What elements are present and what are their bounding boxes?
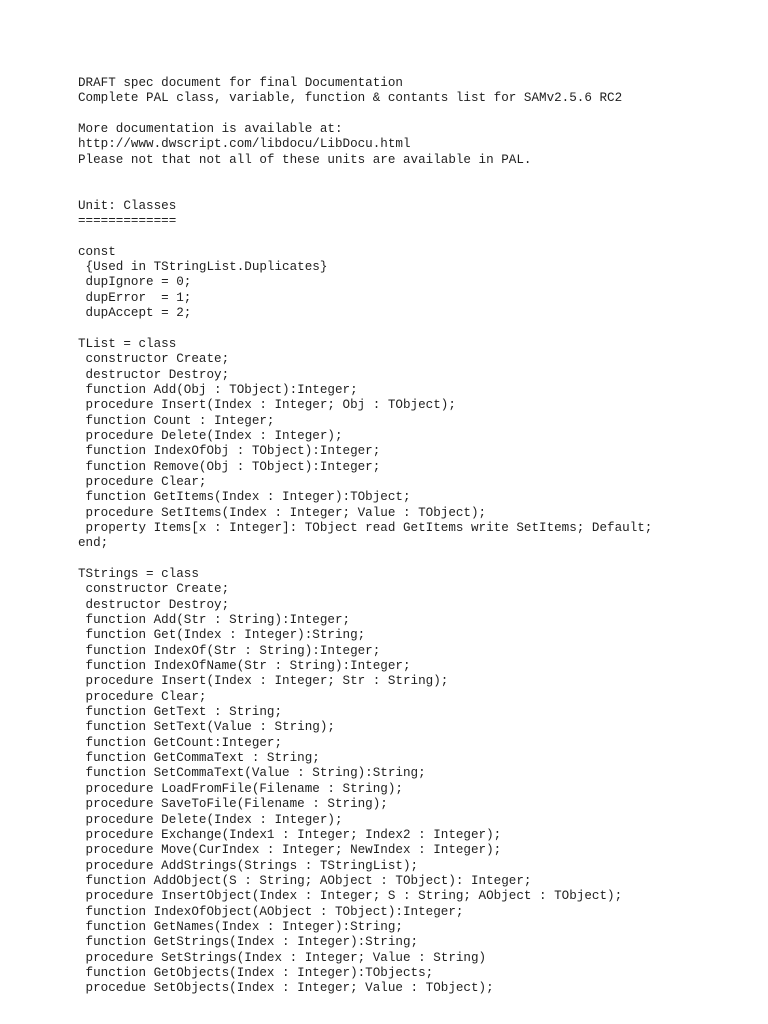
document-line: procedue SetObjects(Index : Integer; Value : TObject);	[78, 981, 494, 996]
document-line	[78, 229, 652, 244]
document-line: function Add(Str : String):Integer;	[78, 613, 351, 628]
document-line: function GetText : String;	[78, 705, 283, 720]
document-line: constructor Create;	[78, 582, 230, 597]
document-line: procedure Exchange(Index1 : Integer; Index2 : Integer);	[78, 827, 502, 842]
document-line: function Count : Integer;	[78, 413, 275, 428]
document-line	[78, 183, 652, 198]
document-line: procedure SetStrings(Index : Integer; Value : String)	[78, 950, 487, 965]
document-line: function AddObject(S : String; AObject : TObject): Integer;	[78, 873, 532, 888]
document-line: destructor Destroy;	[78, 367, 230, 382]
document-line: function GetItems(Index : Integer):TObject;	[78, 490, 411, 505]
document-line: {Used in TStringList.Duplicates}	[78, 260, 328, 275]
document-line: http://www.dwscript.com/libdocu/LibDocu.html	[78, 137, 411, 152]
document-line: const	[78, 244, 116, 259]
document-line: function IndexOfName(Str : String):Integer;	[78, 659, 411, 674]
document-line: Unit: Classes	[78, 198, 177, 213]
document-line: procedure Delete(Index : Integer);	[78, 812, 343, 827]
document-line: =============	[78, 214, 177, 229]
document-text	[78, 76, 652, 997]
document-line	[78, 107, 652, 122]
document-line: function GetObjects(Index : Integer):TObjects;	[78, 965, 434, 980]
document-line: function IndexOfObject(AObject : TObject):Integer;	[78, 904, 464, 919]
document-line: procedure Clear;	[78, 474, 207, 489]
document-line: procedure LoadFromFile(Filename : String);	[78, 781, 403, 796]
document-line: DRAFT spec document for final Documentation	[78, 76, 403, 90]
document-line: function Remove(Obj : TObject):Integer;	[78, 459, 381, 474]
document-line: procedure InsertObject(Index : Integer; S : String; AObject : TObject);	[78, 889, 623, 904]
document-line: Please not that not all of these units are available in PAL.	[78, 152, 532, 167]
document-line: procedure AddStrings(Strings : TStringList);	[78, 858, 419, 873]
document-line: procedure SetItems(Index : Integer; Value : TObject);	[78, 505, 487, 520]
document-line: dupAccept = 2;	[78, 306, 192, 321]
document-line: procedure Insert(Index : Integer; Obj : TObject);	[78, 398, 456, 413]
document-line: function GetStrings(Index : Integer):String;	[78, 935, 419, 950]
document-line: function GetCount:Integer;	[78, 735, 283, 750]
document-line: procedure Clear;	[78, 689, 207, 704]
document-line: function GetCommaText : String;	[78, 751, 320, 766]
document-line	[78, 552, 652, 567]
document-line: procedure SaveToFile(Filename : String);	[78, 797, 388, 812]
document-line: function IndexOfObj : TObject):Integer;	[78, 444, 381, 459]
document-line	[78, 322, 652, 337]
document-line: function Add(Obj : TObject):Integer;	[78, 382, 358, 397]
document-line: More documentation is available at:	[78, 122, 343, 137]
document-line: constructor Create;	[78, 352, 230, 367]
document-line: procedure Delete(Index : Integer);	[78, 428, 343, 443]
document-line	[78, 168, 652, 183]
document-line: TList = class	[78, 336, 177, 351]
document-line: destructor Destroy;	[78, 597, 230, 612]
document-line: end;	[78, 536, 109, 551]
document-line: TStrings = class	[78, 567, 199, 581]
document-line: function SetCommaText(Value : String):String;	[78, 766, 426, 781]
document-line: procedure Insert(Index : Integer; Str : String);	[78, 674, 449, 689]
document-line: property Items[x : Integer]: TObject read GetItems write SetItems; Default;	[78, 520, 653, 535]
document-line: dupError = 1;	[78, 290, 192, 305]
document-line: function SetText(Value : String);	[78, 720, 335, 735]
document-line: dupIgnore = 0;	[78, 275, 192, 290]
document-line: Complete PAL class, variable, function & contants list for SAMv2.5.6 RC2	[78, 91, 623, 106]
document-line: function IndexOf(Str : String):Integer;	[78, 643, 381, 658]
document-line: function GetNames(Index : Integer):String;	[78, 919, 403, 934]
document-line: procedure Move(CurIndex : Integer; NewIndex : Integer);	[78, 843, 502, 858]
document-line: function Get(Index : Integer):String;	[78, 628, 366, 643]
